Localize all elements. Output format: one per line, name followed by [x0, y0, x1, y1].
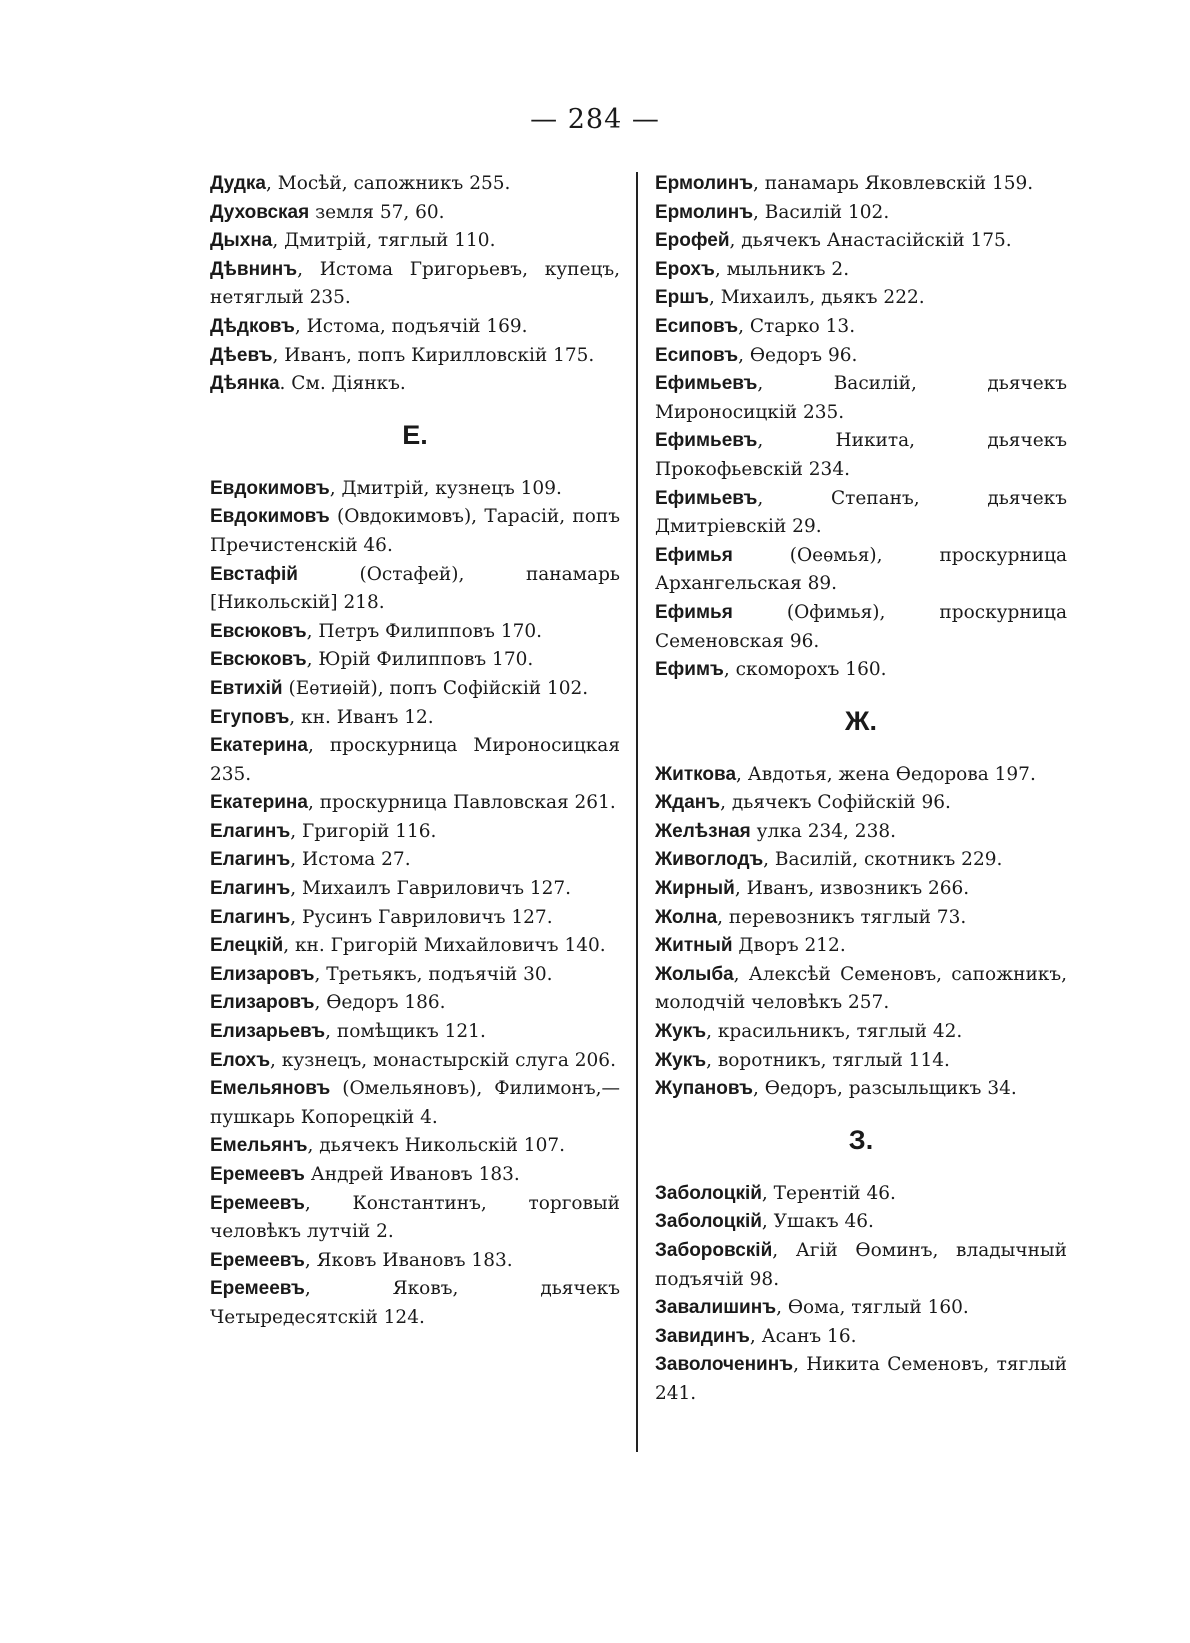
entry-text: земля 57, 60. [309, 201, 445, 223]
entry-headword: Екатерина [210, 735, 308, 757]
entry-headword: Завалишинъ [655, 1297, 777, 1319]
entry-text: , панамарь Яковлевскій 159. [753, 173, 1034, 194]
entry-headword: Дѣянка [210, 373, 280, 395]
entry-text: , Михаилъ Гавриловичъ 127. [290, 878, 572, 900]
index-entry [655, 199, 1067, 228]
index-entry [210, 932, 620, 961]
entry-text: , Истома 27. [290, 849, 411, 871]
entry-headword: Ефимья [655, 601, 733, 623]
index-entry [210, 1275, 620, 1332]
entry-text: , Истома Григорьевъ, купецъ, нетяглый 235. [210, 258, 620, 309]
index-entry [655, 932, 1067, 961]
index-entry [655, 542, 1067, 599]
index-entry [655, 1294, 1067, 1323]
entry-text: , Юрій Филипповъ 170. [306, 649, 534, 671]
entry-headword: Заболоцкій [655, 1182, 762, 1204]
index-entry [210, 342, 620, 371]
entry-text: , кн. Иванъ 12. [289, 706, 434, 728]
index-entry [655, 1047, 1067, 1076]
index-entry [655, 170, 1067, 199]
entry-headword: Евдокимовъ [210, 477, 330, 499]
index-entry [210, 846, 620, 875]
entry-text: , Василій, скотникъ 229. [763, 849, 1003, 871]
index-entry [655, 313, 1067, 342]
index-entry [655, 818, 1067, 847]
entry-headword: Екатерина [210, 792, 308, 814]
entry-text: , Григорій 116. [290, 820, 437, 842]
index-entry [210, 1075, 620, 1132]
entry-text: (Еѳтиѳій), попъ Софійскій 102. [282, 677, 589, 699]
entry-text: Андрей Ивановъ 183. [304, 1164, 520, 1185]
entry-text: , дьячекъ Софійскій 96. [720, 792, 951, 814]
index-entry [655, 904, 1067, 933]
entry-headword: Евдокимовъ [210, 506, 330, 528]
entry-headword: Жукъ [655, 1021, 707, 1043]
index-entry [655, 1075, 1067, 1104]
section-letter: Е. [402, 419, 428, 450]
index-entry [210, 875, 620, 904]
entry-headword: Елагинъ [210, 820, 291, 842]
entry-text: , проскурница Павловская 261. [307, 792, 616, 814]
entry-headword: Ермолинъ [655, 201, 754, 223]
entry-text: , помѣщикъ 121. [325, 1021, 486, 1043]
index-entry [210, 1132, 620, 1161]
entry-headword: Елизарьевъ [210, 1021, 326, 1043]
entry-headword: Есиповъ [655, 344, 739, 366]
entry-headword: Завидинъ [655, 1325, 750, 1347]
entry-headword: Желѣзная [655, 820, 751, 842]
entry-headword: Житкова [655, 763, 737, 785]
left-column [210, 170, 620, 1333]
index-entry [655, 656, 1067, 685]
entry-text: , Алексѣй Семеновъ, сапожникъ, молодчій человѣкъ 257. [655, 963, 1067, 1014]
index-entry [210, 646, 620, 675]
entry-headword: Заболоцкій [655, 1211, 762, 1233]
index-entry [655, 1351, 1067, 1408]
index-entry [210, 1047, 620, 1076]
index-entry [210, 989, 620, 1018]
index-entry [210, 789, 620, 818]
entry-headword: Елагинъ [210, 906, 291, 928]
entry-headword: Дудка [210, 173, 266, 194]
entry-headword: Елизаровъ [210, 963, 315, 985]
entry-text: (Омельяновъ), Филимонъ,—пушкарь Копорецкій 4. [210, 1078, 620, 1128]
entry-text: , Никита, дьячекъ Прокофьевскій 234. [655, 430, 1067, 480]
entry-headword: Житный [655, 935, 733, 957]
entry-headword: Живоглодъ [655, 849, 764, 871]
right-column [655, 170, 1067, 1409]
column-divider [636, 172, 638, 1452]
entry-text: , дьячекъ Анастасійскій 175. [729, 230, 1012, 252]
entry-headword: Жолна [655, 906, 718, 928]
index-entry [210, 170, 620, 199]
entry-headword: Дѣевъ [210, 344, 273, 366]
entry-headword: Жданъ [655, 792, 721, 814]
entry-headword: Ефимьевъ [655, 430, 758, 452]
index-entry [210, 1161, 620, 1190]
index-entry [655, 342, 1067, 371]
entry-text: , Ѳедоръ 96. [738, 344, 858, 366]
index-entry [210, 313, 620, 342]
entry-text: , Ушакъ 46. [761, 1211, 874, 1233]
entry-text: , кузнецъ, монастырскій слуга 206. [270, 1049, 616, 1071]
entry-text: Дворъ 212. [732, 935, 846, 957]
entry-text: , скоморохъ 160. [723, 659, 887, 681]
index-entry [655, 875, 1067, 904]
entry-text: , Степанъ, дьячекъ Дмитріевскій 29. [655, 487, 1067, 538]
entry-headword: Жукъ [655, 1049, 707, 1071]
entry-headword: Ефимьевъ [655, 487, 758, 509]
index-entry [210, 1247, 620, 1276]
entry-text: , Старко 13. [738, 315, 856, 337]
entry-text: , Истома, подъячій 169. [294, 315, 528, 337]
index-entry [210, 818, 620, 847]
entry-headword: Еремеевъ [210, 1192, 305, 1214]
index-entry [655, 485, 1067, 542]
entry-text: , Третьякъ, подъячій 30. [314, 963, 553, 985]
index-entry [210, 961, 620, 990]
index-entry [655, 1237, 1067, 1294]
index-entry [655, 846, 1067, 875]
entry-headword: Ефимьевъ [655, 373, 758, 395]
entry-headword: Дѣвнинъ [210, 258, 298, 280]
index-entry [655, 370, 1067, 427]
entry-text: , Константинъ, торговый человѣкъ лутчій 2. [210, 1192, 620, 1243]
entry-headword: Еремеевъ [210, 1278, 305, 1300]
entry-text: , Агій Ѳоминъ, владычный подъячій 98. [655, 1240, 1067, 1290]
entry-text: , Терентій 46. [761, 1182, 896, 1204]
entry-text: , Петръ Филипповъ 170. [306, 620, 543, 642]
index-entry [655, 789, 1067, 818]
entry-headword: Егуповъ [210, 706, 290, 728]
entry-text: , мыльникъ 2. [714, 258, 850, 280]
entry-headword: Евтихій [210, 677, 283, 699]
entry-headword: Евсюковъ [210, 649, 307, 671]
entry-text: , проскурница Мироносицкая 235. [210, 735, 620, 785]
entry-headword: Ершъ [655, 287, 709, 309]
entry-text: , Иванъ, извозникъ 266. [734, 878, 970, 900]
entry-headword: Ефимъ [655, 659, 724, 681]
entry-text: , Ѳедоръ 186. [314, 992, 446, 1014]
entry-headword: Духовская [210, 201, 310, 223]
entry-headword: Елагинъ [210, 878, 291, 900]
entry-headword: Ерофей [655, 230, 730, 252]
entry-text: , Русинъ Гавриловичъ 127. [290, 906, 553, 928]
entry-text: , Авдотья, жена Ѳедорова 197. [736, 763, 1036, 785]
entry-text: , Никита Семеновъ, тяглый 241. [655, 1354, 1067, 1404]
index-entry [655, 256, 1067, 285]
index-entry [655, 961, 1067, 1018]
entry-text: , кн. Григорій Михайловичъ 140. [283, 935, 606, 957]
index-entry [655, 227, 1067, 256]
entry-text: , Яковъ Ивановъ 183. [304, 1249, 513, 1271]
entry-text: , Яковъ, дьячекъ Четыредесятскій 124. [210, 1278, 620, 1328]
entry-headword: Ерохъ [655, 258, 715, 280]
entry-text: , Василій 102. [753, 201, 890, 223]
index-entry [210, 227, 620, 256]
entry-text: , дьячекъ Никольскій 107. [307, 1135, 565, 1157]
index-entry [210, 904, 620, 933]
entry-headword: Елохъ [210, 1049, 271, 1071]
entry-text: , Дмитрій, тяглый 110. [272, 230, 496, 252]
entry-text: . См. Діянкъ. [279, 373, 406, 395]
entry-headword: Евсюковъ [210, 620, 307, 642]
entry-headword: Дыхна [210, 230, 273, 252]
entry-text: (Овдокимовъ), Тарасій, попъ Пречистенскій 46. [210, 506, 620, 556]
entry-text: (Офимья), проскурница Семеновская 96. [655, 601, 1067, 652]
entry-text: , Мосѣй, сапожникъ 255. [266, 173, 511, 194]
entry-text: , Ѳома, тяглый 160. [776, 1297, 969, 1319]
index-entry [210, 704, 620, 733]
entry-headword: Ефимья [655, 544, 733, 566]
entry-headword: Ермолинъ [655, 173, 754, 194]
entry-text: , перевозникъ тяглый 73. [717, 906, 967, 928]
index-entry [210, 199, 620, 228]
index-entry [210, 675, 620, 704]
entry-text: , Асанъ 16. [749, 1325, 857, 1347]
entry-headword: Есиповъ [655, 315, 739, 337]
entry-text: улка 234, 238. [750, 820, 896, 842]
entry-headword: Елецкій [210, 935, 284, 957]
index-entry [655, 599, 1067, 656]
entry-text: , Василій, дьячекъ Мироносицкій 235. [655, 373, 1067, 423]
entry-text: , красильникъ, тяглый 42. [706, 1021, 963, 1043]
entry-text: (Оеѳмья), проскурница Архангельская 89. [655, 544, 1067, 595]
entry-headword: Жупановъ [655, 1078, 753, 1100]
index-entry [210, 475, 620, 504]
entry-text: (Остафей), панамарь [Никольскій] 218. [210, 563, 620, 614]
entry-headword: Елизаровъ [210, 992, 315, 1014]
index-entry [210, 1190, 620, 1247]
entry-headword: Еремеевъ [210, 1164, 305, 1185]
index-entry [655, 1180, 1067, 1209]
entry-headword: Емельяновъ [210, 1078, 331, 1100]
index-entry [210, 561, 620, 618]
index-entry [210, 732, 620, 789]
entry-text: , Иванъ, попъ Кирилловскій 175. [272, 344, 595, 366]
index-entry [210, 503, 620, 560]
index-entry [655, 284, 1067, 313]
section-letter: З. [848, 1124, 874, 1155]
entry-headword: Заборовскій [655, 1240, 773, 1261]
entry-headword: Жирный [655, 878, 735, 900]
index-entry [210, 1018, 620, 1047]
page-number: — 284 — [530, 104, 660, 135]
entry-headword: Дѣдковъ [210, 315, 295, 337]
index-entry [655, 1323, 1067, 1352]
entry-headword: Емельянъ [210, 1135, 308, 1157]
entry-text: , Михаилъ, дьякъ 222. [708, 287, 925, 309]
entry-text: , Дмитрій, кузнецъ 109. [329, 477, 562, 499]
index-entry [655, 427, 1067, 484]
index-entry [655, 761, 1067, 790]
entry-headword: Елагинъ [210, 849, 291, 871]
entry-headword: Еремеевъ [210, 1249, 305, 1271]
index-entry [210, 618, 620, 647]
entry-text: , Ѳедоръ, разсыльщикъ 34. [752, 1078, 1017, 1100]
index-entry [655, 1018, 1067, 1047]
entry-text: , воротникъ, тяглый 114. [706, 1049, 950, 1071]
index-entry [655, 1208, 1067, 1237]
index-entry [210, 256, 620, 313]
entry-headword: Жолыба [655, 963, 734, 985]
entry-headword: Заволоченинъ [655, 1354, 794, 1376]
section-letter: Ж. [845, 705, 877, 736]
entry-headword: Евстафій [210, 563, 298, 585]
index-entry [210, 370, 620, 399]
